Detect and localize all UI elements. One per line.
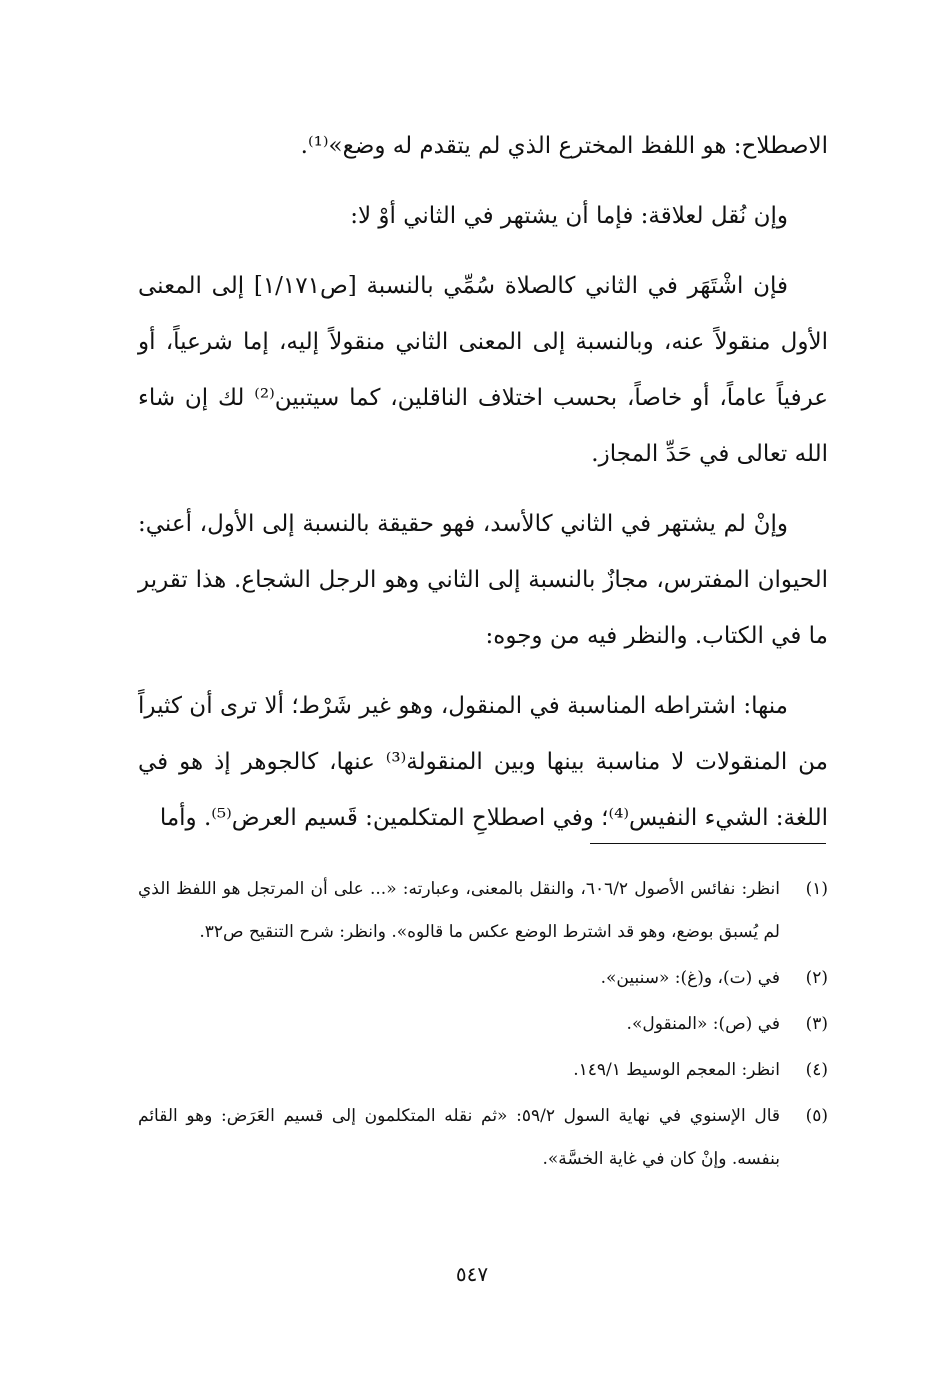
paragraph-3: فإن اشْتَهَر في الثاني كالصلاة سُمِّي بالنسبة [ص١/١٧١] إلى المعنى الأول منقولاً عنه، وبالنسبة إلى المعنى الثاني منقولاً إليه، إما شرعياً، أو عرفياً عاماً، أو خاصاً، بحسب اختلاف الناقلين، كما سيتبين⁽²⁾ لك إن شاء الله تعالى في حَدِّ المجاز. bbox=[138, 273, 829, 467]
footnote-number: (١) bbox=[805, 879, 828, 899]
paragraph-1: الاصطلاح: هو اللفظ المخترع الذي لم يتقدم له وضع»⁽¹⁾. bbox=[300, 133, 828, 159]
footnote-1 bbox=[138, 868, 828, 954]
main-text bbox=[138, 118, 828, 860]
footnote-text: انظر: نفائس الأصول ٦٠٦/٢، والنقل بالمعنى، وعبارته: «... على أن المرتجل هو اللفظ الذي لم يُسبق بوضع، وهو قد اشترط الوضع عكس ما قالوه». وانظر: شرح التنقيح ص٣٢. bbox=[138, 879, 780, 942]
footnote-2 bbox=[138, 957, 828, 1000]
paragraph-5: منها: اشتراطه المناسبة في المنقول، وهو غير شَرْط؛ ألا ترى أن كثيراً من المنقولات لا مناسبة بينها وبين المنقولة⁽³⁾ عنها، كالجوهر إذ هو في اللغة: الشيء النفيس⁽⁴⁾؛ وفي اصطلاحِ المتكلمين: قَسيم العرض⁽⁵⁾. وأما bbox=[138, 693, 828, 831]
footnote-separator bbox=[590, 843, 826, 844]
footnote-3 bbox=[138, 1003, 828, 1046]
footnote-4 bbox=[138, 1049, 828, 1092]
footnote-number: (٢) bbox=[805, 968, 828, 988]
footnote-text: في (ت)، و(غ): «سنبين». bbox=[600, 968, 780, 988]
footnote-number: (٤) bbox=[805, 1060, 828, 1080]
footnote-number: (٣) bbox=[805, 1014, 828, 1034]
paragraph-4: وإنْ لم يشتهر في الثاني كالأسد، فهو حقيقة بالنسبة إلى الأول، أعني: الحيوان المفترس، مجازٌ بالنسبة إلى الثاني وهو الرجل الشجاع. هذا تقرير ما في الكتاب. والنظر فيه من وجوه: bbox=[138, 511, 828, 649]
footnote-text: انظر: المعجم الوسيط ١٤٩/١. bbox=[573, 1060, 780, 1080]
footnote-text: في (ص): «المنقول». bbox=[626, 1014, 780, 1034]
footnotes bbox=[138, 868, 828, 1184]
page-number: ٥٤٧ bbox=[455, 1262, 489, 1286]
footnote-number: (٥) bbox=[805, 1106, 828, 1126]
paragraph-2: وإن نُقل لعلاقة: فإما أن يشتهر في الثاني أوْ لا: bbox=[350, 203, 788, 229]
footnote-text: قال الإسنوي في نهاية السول ٥٩/٢: «ثم نقله المتكلمون إلى قسيم العَرَض: وهو القائم بنفسه. وإنْ كان في غاية الخسَّة». bbox=[138, 1106, 780, 1169]
footnote-5 bbox=[138, 1095, 828, 1181]
